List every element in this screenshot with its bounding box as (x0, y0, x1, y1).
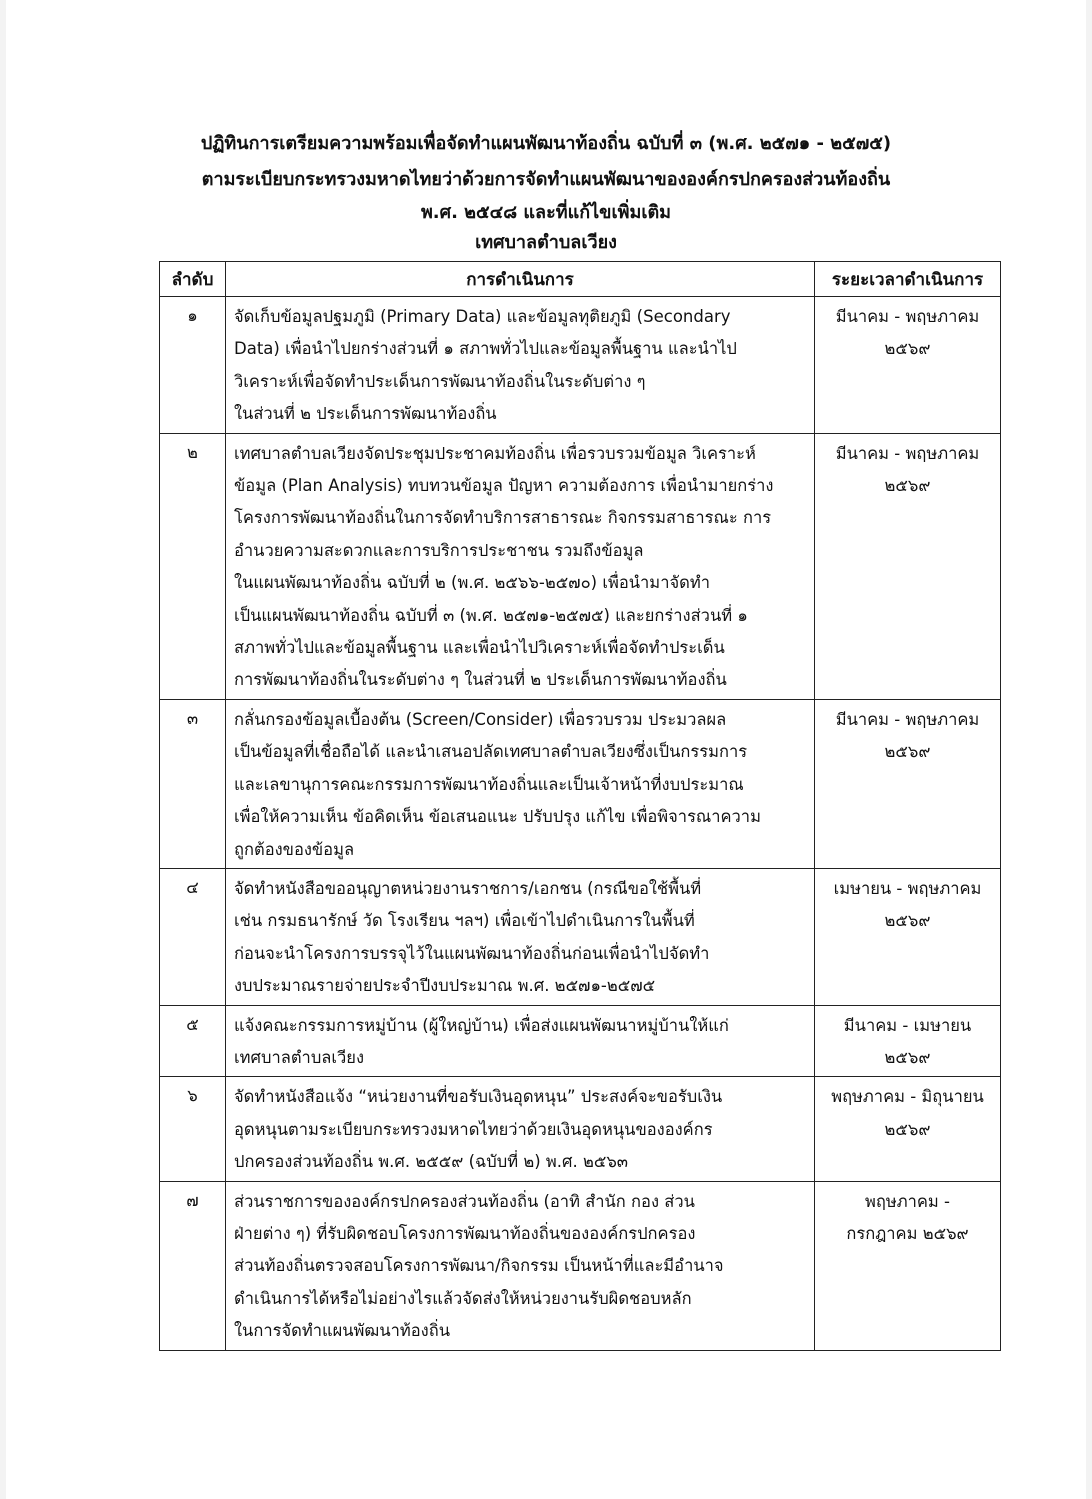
row-period (815, 699, 1001, 868)
document-title-block (66, 126, 1026, 258)
title-line-4: เทศบาลตำบลเวียง (475, 232, 617, 253)
action-line: ส่วนท้องถิ่นตรวจสอบโครงการพัฒนา/กิจกรรม เป็นหน้าที่และมีอำนาจ (234, 1256, 724, 1276)
action-line: แจ้งคณะกรรมการหมู่บ้าน (ผู้ใหญ่บ้าน) เพื่อส่งแผนพัฒนาหมู่บ้านให้แก่ (234, 1015, 729, 1035)
row-action (226, 868, 815, 1005)
period-line: พฤษภาคม - (865, 1191, 950, 1211)
table-body (160, 297, 1001, 1351)
action-line: ปกครองส่วนท้องถิ่น พ.ศ. ๒๕๕๙ (ฉบับที่ ๒) พ.ศ. ๒๕๖๓ (234, 1152, 629, 1172)
row-number: ๔ (160, 868, 226, 1005)
row-action (226, 699, 815, 868)
action-line: วิเคราะห์เพื่อจัดทำประเด็นการพัฒนาท้องถิ่นในระดับต่าง ๆ (234, 371, 646, 391)
row-action (226, 1077, 815, 1181)
action-line: อุดหนุนตามระเบียบกระทรวงมหาดไทยว่าด้วยเงินอุดหนุนขององค์กร (234, 1119, 713, 1139)
header-action: การดำเนินการ (226, 262, 815, 297)
row-number: ๑ (160, 297, 226, 434)
row-number: ๖ (160, 1077, 226, 1181)
action-line: โครงการพัฒนาท้องถิ่นในการจัดทำบริการสาธารณะ กิจกรรมสาธารณะ การ (234, 508, 772, 528)
header-no: ลำดับ (160, 262, 226, 297)
action-line: จัดเก็บข้อมูลปฐมภูมิ (Primary Data) และข้อมูลทุติยภูมิ (Secondary (234, 307, 731, 326)
row-action (226, 433, 815, 699)
row-period (815, 1005, 1001, 1077)
action-line: การพัฒนาท้องถิ่นในระดับต่าง ๆ ในส่วนที่ ๒ ประเด็นการพัฒนาท้องถิ่น (234, 670, 727, 690)
row-period (815, 868, 1001, 1005)
period-line: กรกฎาคม ๒๕๖๙ (846, 1223, 969, 1243)
table-row (160, 1005, 1001, 1077)
action-line: ข้อมูล (Plan Analysis) ทบทวนข้อมูล ปัญหา ความต้องการ เพื่อนำมายกร่าง (234, 476, 774, 496)
period-line: ๒๕๖๙ (884, 339, 931, 359)
row-action (226, 1005, 815, 1077)
table-row (160, 868, 1001, 1005)
action-line: งบประมาณรายจ่ายประจำปีงบประมาณ พ.ศ. ๒๕๗๑-๒๕๗๕ (234, 976, 656, 996)
action-line: ดำเนินการได้หรือไม่อย่างไรแล้วจัดส่งให้หน่วยงานรับผิดชอบหลัก (234, 1288, 692, 1308)
action-line: เช่น กรมธนารักษ์ วัด โรงเรียน ฯลฯ) เพื่อเข้าไปดำเนินการในพื้นที่ (234, 911, 695, 931)
row-period (815, 1077, 1001, 1181)
table-row (160, 433, 1001, 699)
table-header-row (160, 262, 1001, 297)
action-line: ถูกต้องของข้อมูล (234, 839, 355, 859)
table-row (160, 297, 1001, 434)
period-line: เมษายน - พฤษภาคม (833, 878, 982, 898)
row-number: ๕ (160, 1005, 226, 1077)
schedule-table (159, 261, 1001, 1351)
period-line: ๒๕๖๙ (884, 911, 931, 931)
title-line-3: พ.ศ. ๒๕๔๘ และที่แก้ไขเพิ่มเติม (420, 202, 672, 223)
table-row (160, 699, 1001, 868)
action-line: สภาพทั่วไปและข้อมูลพื้นฐาน และเพื่อนำไปวิเคราะห์เพื่อจัดทำประเด็น (234, 638, 725, 658)
row-action (226, 1181, 815, 1350)
action-line: เป็นแผนพัฒนาท้องถิ่น ฉบับที่ ๓ (พ.ศ. ๒๕๗๑-๒๕๗๕) และยกร่างส่วนที่ ๑ (234, 605, 748, 625)
action-line: เป็นข้อมูลที่เชื่อถือได้ และนำเสนอปลัดเทศบาลตำบลเวียงซึ่งเป็นกรรมการ (234, 742, 748, 762)
action-line: กลั่นกรองข้อมูลเบื้องต้น (Screen/Consider) เพื่อรวบรวม ประมวลผล (234, 709, 727, 729)
period-line: มีนาคม - เมษายน (843, 1015, 972, 1035)
period-line: ๒๕๖๙ (884, 1047, 931, 1067)
action-line: ก่อนจะนำโครงการบรรจุไว้ในแผนพัฒนาท้องถิ่นก่อนเพื่อนำไปจัดทำ (234, 943, 710, 963)
action-line: ในส่วนที่ ๒ ประเด็นการพัฒนาท้องถิ่น (234, 404, 497, 424)
action-line: จัดทำหนังสือแจ้ง “หน่วยงานที่ขอรับเงินอุดหนุน” ประสงค์จะขอรับเงิน (234, 1087, 723, 1107)
period-line: พฤษภาคม - มิถุนายน (831, 1087, 984, 1107)
action-line: Data) เพื่อนำไปยกร่างส่วนที่ ๑ สภาพทั่วไปและข้อมูลพื้นฐาน และนำไป (234, 339, 737, 359)
action-line: ในแผนพัฒนาท้องถิ่น ฉบับที่ ๒ (พ.ศ. ๒๕๖๖-๒๕๗๐) เพื่อนำมาจัดทำ (234, 573, 710, 593)
period-line: ๒๕๖๙ (884, 476, 931, 496)
document-page (6, 0, 1086, 1499)
period-line: ๒๕๖๙ (884, 742, 931, 762)
action-line: เทศบาลตำบลเวียง (234, 1047, 365, 1067)
period-line: มีนาคม - พฤษภาคม (835, 709, 980, 729)
action-line: จัดทำหนังสือขออนุญาตหน่วยงานราชการ/เอกชน (กรณีขอใช้พื้นที่ (234, 878, 702, 898)
row-period (815, 1181, 1001, 1350)
period-line: ๒๕๖๙ (884, 1119, 931, 1139)
row-period (815, 433, 1001, 699)
period-line: มีนาคม - พฤษภาคม (835, 443, 980, 463)
row-number: ๒ (160, 433, 226, 699)
row-number: ๗ (160, 1181, 226, 1350)
action-line: ส่วนราชการขององค์กรปกครองส่วนท้องถิ่น (อาทิ สำนัก กอง ส่วน (234, 1191, 695, 1211)
period-line: มีนาคม - พฤษภาคม (835, 307, 980, 326)
row-period (815, 297, 1001, 434)
action-line: ฝ่ายต่าง ๆ) ที่รับผิดชอบโครงการพัฒนาท้องถิ่นขององค์กรปกครอง (234, 1223, 696, 1243)
header-period: ระยะเวลาดำเนินการ (815, 262, 1001, 297)
action-line: เพื่อให้ความเห็น ข้อคิดเห็น ข้อเสนอแนะ ปรับปรุง แก้ไข เพื่อพิจารณาความ (234, 807, 761, 827)
row-action (226, 297, 815, 434)
table-row (160, 1077, 1001, 1181)
action-line: ในการจัดทำแผนพัฒนาท้องถิ่น (234, 1321, 450, 1341)
action-line: เทศบาลตำบลเวียงจัดประชุมประชาคมท้องถิ่น เพื่อรวบรวมข้อมูล วิเคราะห์ (234, 443, 756, 463)
row-number: ๓ (160, 699, 226, 868)
action-line: และเลขานุการคณะกรรมการพัฒนาท้องถิ่นและเป็นเจ้าหน้าที่งบประมาณ (234, 774, 744, 794)
action-line: อำนวยความสะดวกและการบริการประชาชน รวมถึงข้อมูล (234, 540, 644, 560)
title-line-1: ปฏิทินการเตรียมความพร้อมเพื่อจัดทำแผนพัฒนาท้องถิ่น ฉบับที่ ๓ (พ.ศ. ๒๕๗๑ - ๒๕๗๕) (200, 133, 892, 154)
title-line-2: ตามระเบียบกระทรวงมหาดไทยว่าด้วยการจัดทำแผนพัฒนาขององค์กรปกครองส่วนท้องถิ่น (201, 169, 891, 190)
table-row (160, 1181, 1001, 1350)
